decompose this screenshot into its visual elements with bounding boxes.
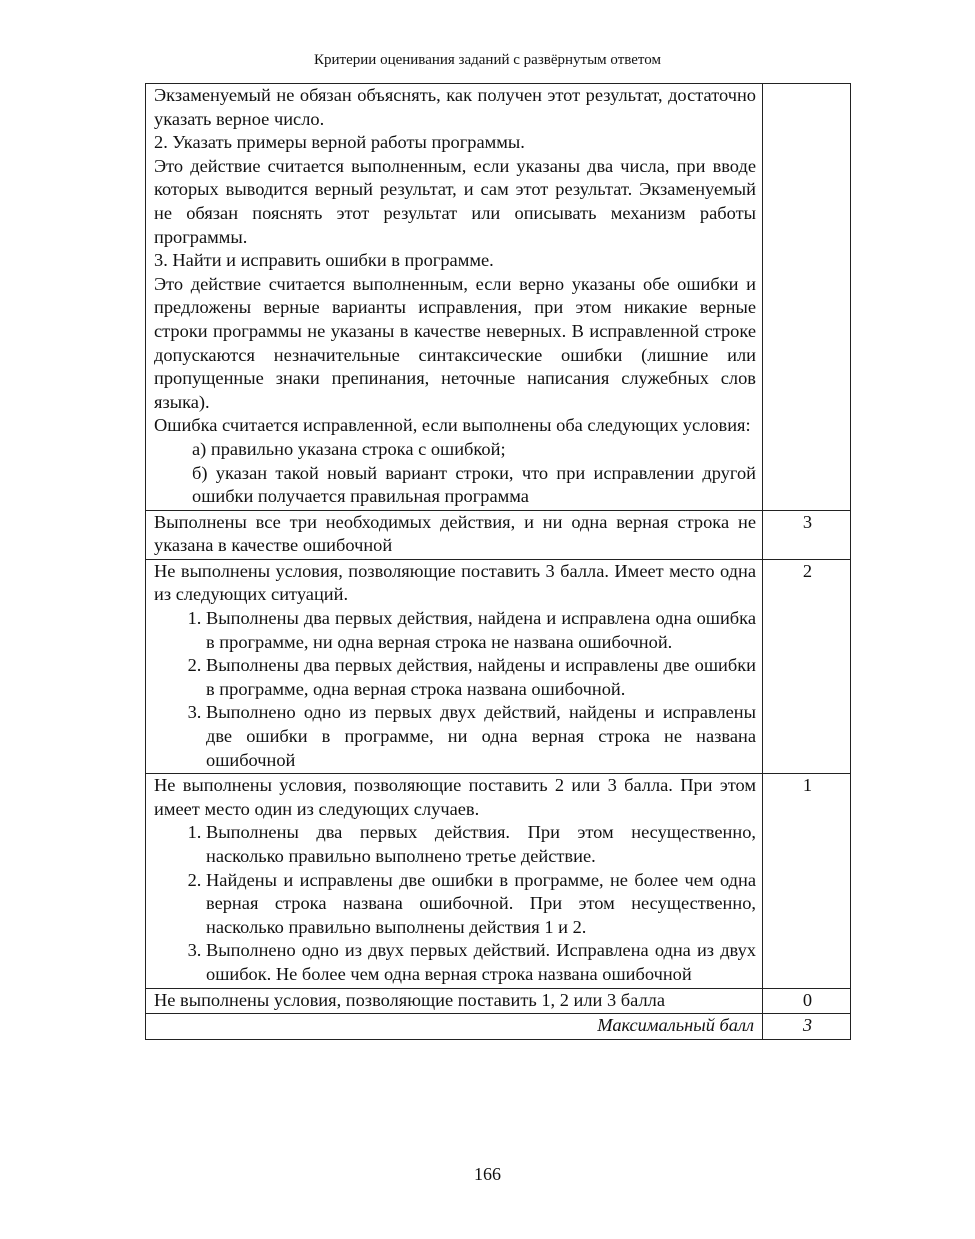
table-row-intro	[146, 84, 851, 511]
criterion-cell	[146, 559, 763, 773]
table-row	[146, 559, 851, 773]
criterion-cell	[146, 774, 763, 988]
page-header: Критерии оценивания заданий с развёрнутым ответом	[314, 52, 661, 68]
criterion-text: Не выполнены условия, позволяющие поставить 3 балла. Имеет место одна из следующих ситуаций.	[154, 560, 756, 605]
list-item: 3. Выполнено одно из первых двух действий, найдены и исправлены две ошибки в программе, ни одна верная строка не названа ошибочной	[206, 701, 756, 772]
list-item: 2. Найдены и исправлены две ошибки в программе, не более чем одна верная строка названа ошибочной. При этом несущественно, насколько правильно выполнены действия 1 и 2.	[206, 869, 756, 940]
action-2-heading: 2. Указать примеры верной работы программы.	[154, 132, 525, 153]
page-number: 166	[474, 1164, 501, 1184]
table-row	[146, 510, 851, 559]
table-row-max	[146, 1014, 851, 1040]
case-list	[154, 607, 756, 772]
list-item: 1. Выполнены два первых действия, найдена и исправлена одна ошибка в программе, ни одна верная строка не названа ошибочной.	[206, 607, 756, 654]
intro-cell	[146, 84, 763, 511]
list-item: 3. Выполнено одно из двух первых действий. Исправлена одна из двух ошибок. Не более чем одна верная строка названа ошибочной	[206, 939, 756, 986]
score-cell-empty	[763, 84, 851, 511]
score-value: 1	[763, 774, 851, 988]
criterion-text: Не выполнены условия, позволяющие поставить 1, 2 или 3 балла	[146, 988, 763, 1014]
action-3-heading: 3. Найти и исправить ошибки в программе.	[154, 250, 494, 271]
list-item: 1. Выполнены два первых действия. При этом несущественно, насколько правильно выполнено третье действие.	[206, 821, 756, 868]
table-row	[146, 988, 851, 1014]
max-score-value: 3	[763, 1014, 851, 1040]
score-value: 3	[763, 510, 851, 559]
criterion-text: Выполнены все три необходимых действия, и ни одна верная строка не указана в качестве ошибочной	[146, 510, 763, 559]
criterion-text: Не выполнены условия, позволяющие поставить 2 или 3 балла. При этом имеет место один из следующих случаев.	[154, 775, 756, 819]
condition-a: а) правильно указана строка с ошибкой;	[192, 438, 506, 459]
condition-b: б) указан такой новый вариант строки, что при исправлении другой ошибки получается правильная программа	[192, 462, 756, 507]
score-value: 0	[763, 988, 851, 1014]
intro-paragraph: Это действие считается выполненным, если указаны два числа, при вводе которых выводится верный результат, и сам этот результат. Экзаменуемый не обязан пояснять этот результат или описывать механизм работы программы.	[154, 155, 756, 247]
table-row	[146, 774, 851, 988]
score-value: 2	[763, 559, 851, 773]
intro-paragraph: Экзаменуемый не обязан объяснять, как получен этот результат, достаточно указать верное число.	[154, 85, 756, 129]
intro-paragraph: Ошибка считается исправленной, если выполнены оба следующих условия:	[154, 415, 751, 436]
intro-paragraph: Это действие считается выполненным, если верно указаны обе ошибки и предложены верные варианты исправления, при этом никакие верные строки программы не указаны в качестве неверных. В исправленной строке допускаются незначительные синтаксические ошибки (лишние или пропущенные знаки препинания, неточные написания служебных слов языка).	[154, 273, 756, 412]
criteria-table	[145, 83, 851, 1040]
max-score-label: Максимальный балл	[146, 1014, 763, 1040]
list-item: 2. Выполнены два первых действия, найдены и исправлены две ошибки в программе, одна верная строка названа ошибочной.	[206, 654, 756, 701]
case-list	[154, 821, 756, 986]
